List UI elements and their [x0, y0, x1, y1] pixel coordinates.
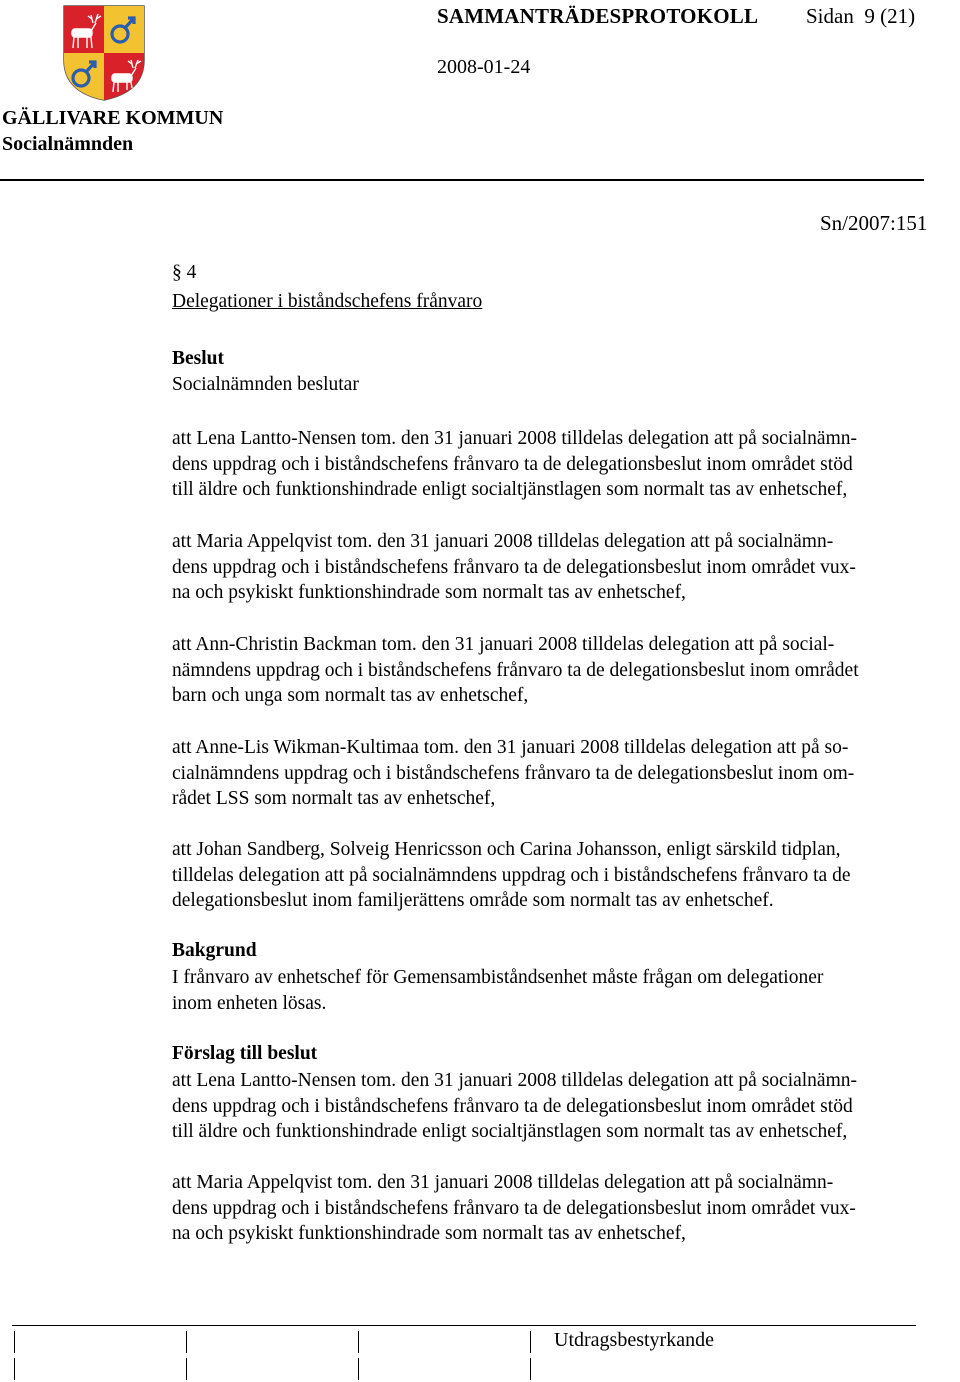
beslut-paragraph-4: att Anne-Lis Wikman-Kultimaa tom. den 31 januari 2008 tilldelas delegation att på so- cialnämndens uppdrag och i biståndschefens frånvaro ta de delegationsbeslut inom om- rådet LSS som normalt tas av enhetschef,: [172, 737, 855, 810]
organization-unit: Socialnämnden: [2, 133, 134, 155]
beslut-intro: Socialnämnden beslutar: [172, 374, 359, 395]
forslag-paragraph-1: att Lena Lantto-Nensen tom. den 31 januari 2008 tilldelas delegation att på socialnämn- dens uppdrag och i biståndschefens frånvaro ta de delegationsbeslut inom området stöd till äldre och funktionshindrade enligt socialtjänstlagen som normalt tas av enhetschef,: [172, 1070, 857, 1143]
beslut-paragraph-2: att Maria Appelqvist tom. den 31 januari 2008 tilldelas delegation att på socialnämn- dens uppdrag och i biståndschefens frånvaro ta de delegationsbeslut inom området vux- na och psykiskt funktionshindrade som normalt tas av enhetschef,: [172, 531, 856, 604]
document-date: 2008-01-24: [437, 56, 531, 78]
signature-box-divider: [14, 1331, 15, 1353]
section-title: Delegationer i biståndschefens frånvaro: [172, 291, 483, 312]
bakgrund-text: I frånvaro av enhetschef för Gemensambiståndsenhet måste frågan om delegationer inom enheten lösas.: [172, 967, 824, 1014]
signature-box-divider: [530, 1331, 531, 1353]
header-divider: [0, 179, 924, 181]
signature-box-divider: [358, 1358, 359, 1380]
signature-box-divider: [358, 1331, 359, 1353]
signature-box-divider: [530, 1358, 531, 1380]
signature-box-divider: [14, 1358, 15, 1380]
extract-certification-label: Utdragsbestyrkande: [554, 1329, 714, 1351]
signature-box-divider: [186, 1331, 187, 1353]
forslag-paragraph-2: att Maria Appelqvist tom. den 31 januari 2008 tilldelas delegation att på socialnämn- dens uppdrag och i biståndschefens frånvaro ta de delegationsbeslut inom området vux- na och psykiskt funktionshindrade som normalt tas av enhetschef,: [172, 1172, 856, 1245]
section-number: § 4: [172, 262, 197, 283]
document-title: SAMMANTRÄDESPROTOKOLL: [437, 4, 759, 28]
organization-name: GÄLLIVARE KOMMUN: [2, 107, 224, 129]
beslut-heading: Beslut: [172, 348, 225, 369]
footer-divider: [12, 1325, 916, 1326]
gallivare-coat-of-arms-icon: [62, 4, 146, 102]
beslut-paragraph-3: att Ann-Christin Backman tom. den 31 januari 2008 tilldelas delegation att på social- nämndens uppdrag och i biståndschefens frånvaro ta de delegationsbeslut inom området barn och unga som normalt tas av enhetschef,: [172, 634, 859, 707]
beslut-paragraph-1: att Lena Lantto-Nensen tom. den 31 januari 2008 tilldelas delegation att på socialnämn- dens uppdrag och i biståndschefens frånvaro ta de delegationsbeslut inom området stöd till äldre och funktionshindrade enligt socialtjänstlagen som normalt tas av enhetschef,: [172, 428, 857, 501]
bakgrund-heading: Bakgrund: [172, 940, 257, 961]
case-reference: Sn/2007:151: [820, 211, 928, 235]
page-number: Sidan 9 (21): [806, 4, 916, 28]
beslut-paragraph-5: att Johan Sandberg, Solveig Henricsson och Carina Johansson, enligt särskild tidplan, tilldelas delegation att på socialnämndens uppdrag och i biståndschefens frånvaro ta de delegationsbeslut inom familjerättens område som normalt tas av enhetschef.: [172, 839, 851, 912]
forslag-heading: Förslag till beslut: [172, 1043, 318, 1064]
signature-box-divider: [186, 1358, 187, 1380]
